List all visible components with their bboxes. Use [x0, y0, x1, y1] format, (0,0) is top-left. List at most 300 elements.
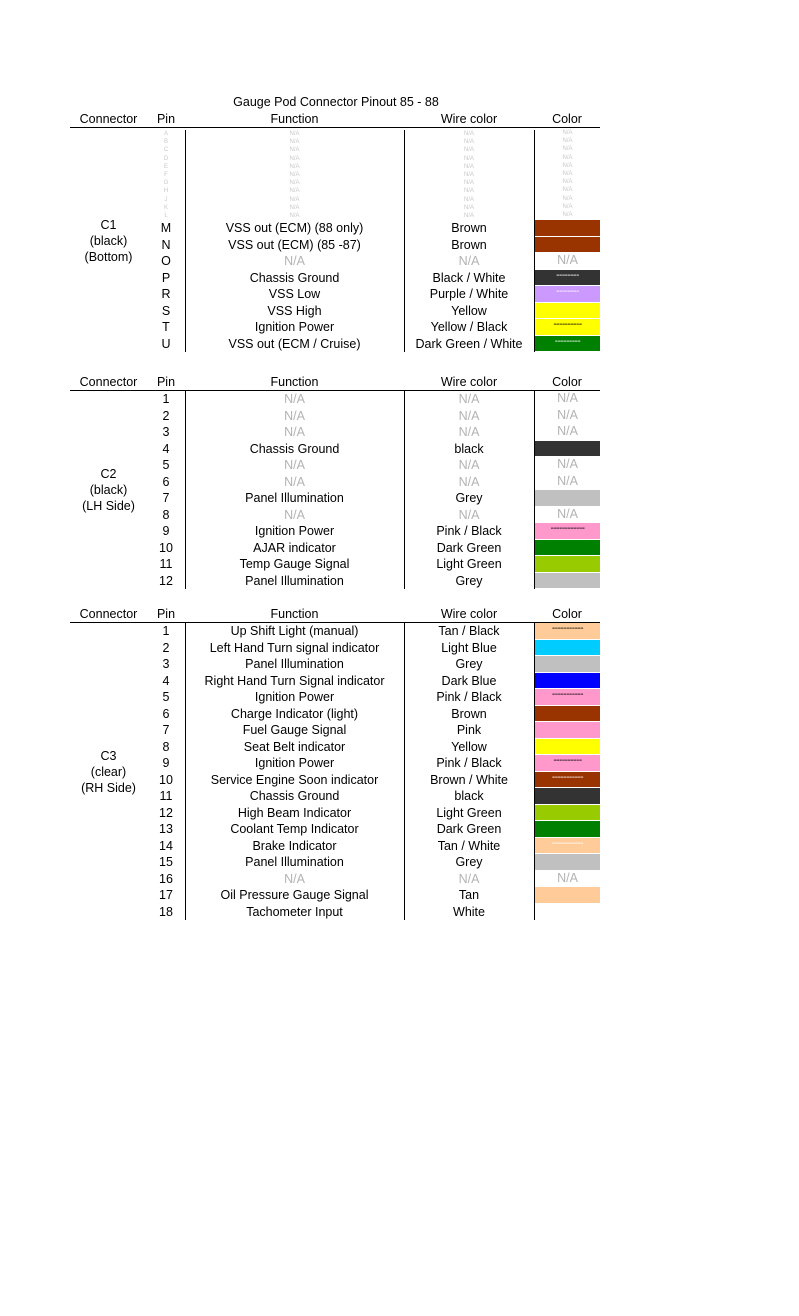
- color-swatch: [535, 130, 600, 137]
- function-cell: VSS Low: [268, 287, 321, 302]
- pin-cell: 7: [162, 723, 170, 738]
- color-swatch: [535, 540, 600, 556]
- color-swatch: [535, 424, 600, 440]
- table-header: [70, 111, 600, 128]
- table-row: [70, 179, 600, 187]
- wire-color-cell: Pink / Black: [436, 690, 502, 705]
- wire-color-cell: N/A: [463, 155, 474, 162]
- wire-color-cell: Yellow / Black: [430, 320, 508, 335]
- wire-color-cell: Light Green: [436, 805, 502, 820]
- connector-note: (black): [89, 483, 128, 497]
- function-cell: Ignition Power: [254, 320, 335, 335]
- function-cell: Ignition Power: [254, 690, 335, 705]
- table-row: [70, 237, 600, 254]
- table-row: [70, 474, 600, 491]
- pin-cell: 4: [162, 673, 170, 688]
- color-na-text: N/A: [557, 407, 578, 422]
- pin-cell: 3: [162, 657, 170, 672]
- pin-cell: 6: [162, 706, 170, 721]
- function-cell: N/A: [289, 188, 300, 195]
- color-stripe-mark: -----------: [551, 771, 584, 783]
- color-stripe-mark: --------: [556, 269, 579, 281]
- wire-color-cell: White: [453, 904, 485, 919]
- table-header: [70, 374, 600, 391]
- wire-color-cell: Brown: [451, 237, 487, 252]
- function-cell: VSS High: [267, 303, 322, 318]
- color-swatch: [535, 523, 600, 539]
- pin-cell: 14: [159, 838, 173, 853]
- pin-cell: 17: [159, 888, 173, 903]
- pin-cell: S: [161, 303, 171, 318]
- table-row: [70, 253, 600, 270]
- color-swatch: [535, 722, 600, 738]
- table-row: [70, 755, 600, 772]
- color-swatch: [535, 171, 600, 178]
- function-cell: N/A: [284, 507, 305, 522]
- column-divider: [534, 391, 535, 589]
- column-divider: [404, 623, 405, 920]
- pin-cell: 5: [162, 690, 170, 705]
- pin-cell: P: [161, 270, 171, 285]
- table-row: [70, 871, 600, 888]
- header-pin: Pin: [156, 375, 176, 389]
- color-swatch: [535, 319, 600, 335]
- color-swatch: [535, 408, 600, 424]
- wire-color-cell: Black / White: [432, 270, 506, 285]
- color-swatch: [535, 689, 600, 705]
- wire-color-cell: Grey: [455, 491, 483, 506]
- connector-note: (RH Side): [81, 780, 136, 795]
- table-row: [70, 303, 600, 320]
- color-swatch: [535, 739, 600, 755]
- color-swatch: [535, 656, 600, 672]
- pin-cell: 10: [159, 540, 173, 555]
- table-row: [70, 739, 600, 756]
- function-cell: Coolant Temp Indicator: [230, 822, 359, 837]
- color-swatch: [535, 474, 600, 490]
- function-cell: N/A: [289, 180, 300, 187]
- wire-color-cell: Grey: [455, 573, 483, 588]
- function-cell: Panel Illumination: [245, 855, 344, 870]
- wire-color-cell: N/A: [458, 474, 480, 489]
- color-na-text: N/A: [557, 473, 578, 488]
- pin-cell: 12: [159, 573, 173, 588]
- wire-color-cell: N/A: [458, 425, 480, 440]
- pin-cell: L: [164, 213, 168, 220]
- color-swatch: [535, 623, 600, 639]
- table-row: [70, 424, 600, 441]
- color-na-text: N/A: [562, 195, 573, 202]
- table-row: [70, 163, 600, 171]
- wire-color-cell: N/A: [458, 871, 480, 886]
- function-cell: Left Hand Turn signal indicator: [209, 640, 380, 655]
- wire-color-cell: N/A: [458, 392, 480, 407]
- wire-color-cell: N/A: [463, 172, 474, 179]
- table-row: [70, 689, 600, 706]
- wire-color-cell: Brown: [451, 706, 487, 721]
- color-stripe-mark: -----------: [551, 689, 584, 700]
- color-na-text: N/A: [562, 203, 573, 210]
- color-swatch: [535, 441, 600, 457]
- pin-cell: F: [164, 172, 168, 179]
- connector-label: [70, 748, 147, 796]
- function-cell: N/A: [284, 392, 305, 407]
- table-row: [70, 441, 600, 458]
- function-cell: N/A: [289, 147, 300, 154]
- function-cell: Charge Indicator (light): [230, 706, 359, 721]
- color-na-text: N/A: [562, 154, 573, 161]
- wire-color-cell: Brown / White: [430, 772, 508, 787]
- table-row: [70, 838, 600, 855]
- wire-color-cell: N/A: [458, 254, 480, 269]
- pin-cell: T: [162, 320, 170, 335]
- column-divider: [404, 391, 405, 589]
- function-cell: Tachometer Input: [246, 904, 343, 919]
- wire-color-cell: black: [454, 441, 484, 456]
- color-stripe-mark: ------------: [550, 523, 585, 534]
- color-swatch: [535, 904, 600, 920]
- color-swatch: [535, 146, 600, 153]
- color-stripe-mark: ---------: [554, 335, 581, 347]
- pin-cell: N: [161, 237, 171, 252]
- header-color: Color: [552, 607, 582, 621]
- pin-cell: 2: [162, 640, 170, 655]
- color-swatch: [535, 755, 600, 771]
- function-cell: N/A: [289, 163, 300, 170]
- pin-cell: 3: [162, 425, 170, 440]
- column-divider: [185, 623, 186, 920]
- function-cell: N/A: [289, 172, 300, 179]
- color-swatch: [535, 286, 600, 302]
- pin-cell: 11: [159, 557, 173, 572]
- document-title: Gauge Pod Connector Pinout 85 - 88: [233, 95, 439, 109]
- color-na-text: N/A: [557, 457, 578, 471]
- table-row: [70, 656, 600, 673]
- pin-cell: J: [164, 196, 168, 203]
- color-swatch: [535, 196, 600, 203]
- table-row: [70, 887, 600, 904]
- table-row: [70, 457, 600, 474]
- table-row: [70, 319, 600, 336]
- connector-id: C2: [100, 467, 117, 481]
- table-row: [70, 640, 600, 657]
- color-swatch: [535, 640, 600, 656]
- table-row: [70, 673, 600, 690]
- table-row: [70, 391, 600, 408]
- pin-cell: 18: [159, 904, 173, 919]
- color-swatch: [535, 237, 600, 253]
- wire-color-cell: Pink: [456, 723, 482, 738]
- color-na-text: N/A: [557, 506, 578, 521]
- wire-color-cell: Tan / White: [437, 838, 501, 853]
- color-swatch: [535, 303, 600, 319]
- color-stripe-mark: ----------: [553, 755, 582, 766]
- table-row: [70, 821, 600, 838]
- function-cell: VSS out (ECM) (85 -87): [228, 237, 361, 252]
- function-cell: VSS out (ECM / Cruise): [228, 336, 361, 351]
- pin-cell: 12: [159, 805, 173, 820]
- color-na-text: N/A: [562, 130, 573, 136]
- color-swatch: [535, 573, 600, 589]
- function-cell: Chassis Ground: [249, 789, 340, 804]
- connector-c2-table: [70, 374, 600, 589]
- color-swatch: [535, 871, 600, 887]
- color-stripe-mark: -----------: [551, 623, 584, 634]
- color-na-text: N/A: [562, 179, 573, 186]
- table-row: [70, 573, 600, 590]
- pin-cell: 9: [162, 756, 170, 771]
- wire-color-cell: N/A: [458, 408, 480, 423]
- color-swatch: [535, 887, 600, 903]
- wire-color-cell: N/A: [463, 196, 474, 203]
- header-function: Function: [270, 112, 319, 126]
- color-swatch: [535, 821, 600, 837]
- wire-color-cell: N/A: [458, 507, 480, 522]
- wire-color-cell: N/A: [463, 180, 474, 187]
- wire-color-cell: N/A: [458, 458, 480, 473]
- function-cell: Chassis Ground: [249, 441, 340, 456]
- wire-color-cell: N/A: [463, 147, 474, 154]
- pin-cell: 11: [159, 789, 173, 804]
- table-row: [70, 138, 600, 146]
- header-connector: Connector: [79, 607, 138, 621]
- color-swatch: [535, 788, 600, 804]
- table-row: [70, 270, 600, 287]
- color-swatch: [535, 391, 600, 407]
- color-swatch: [535, 204, 600, 211]
- pin-cell: 8: [162, 739, 170, 754]
- color-na-text: N/A: [562, 187, 573, 194]
- table-row: [70, 490, 600, 507]
- connector-id: C1: [100, 218, 117, 233]
- wire-color-cell: Yellow: [451, 303, 487, 318]
- color-na-text: N/A: [562, 146, 573, 153]
- function-cell: N/A: [284, 408, 305, 423]
- color-na-text: N/A: [557, 253, 578, 268]
- pin-cell: H: [163, 188, 169, 195]
- table-row: [70, 408, 600, 425]
- connector-c3-table: [70, 606, 600, 920]
- wire-color-cell: Yellow: [451, 739, 487, 754]
- wire-color-cell: Purple / White: [429, 287, 509, 302]
- function-cell: VSS out (ECM) (88 only): [225, 221, 364, 236]
- color-na-text: N/A: [562, 138, 573, 145]
- function-cell: Panel Illumination: [245, 573, 344, 588]
- header-wire-color: Wire color: [440, 112, 498, 126]
- wire-color-cell: N/A: [463, 131, 474, 138]
- function-cell: Oil Pressure Gauge Signal: [220, 888, 369, 903]
- color-swatch: [535, 187, 600, 194]
- pin-cell: 6: [162, 474, 170, 489]
- pin-cell: 5: [162, 458, 170, 473]
- function-cell: N/A: [289, 204, 300, 211]
- wire-color-cell: N/A: [463, 204, 474, 211]
- table-row: [70, 212, 600, 220]
- wire-color-cell: Tan / Black: [438, 624, 500, 639]
- pin-cell: C: [163, 147, 169, 154]
- table-row: [70, 204, 600, 212]
- color-swatch: [535, 805, 600, 821]
- function-cell: Ignition Power: [254, 756, 335, 771]
- table-row: [70, 805, 600, 822]
- pin-cell: 16: [159, 871, 173, 886]
- pin-cell: U: [161, 336, 171, 351]
- function-cell: Temp Gauge Signal: [239, 557, 350, 572]
- function-cell: Fuel Gauge Signal: [242, 723, 347, 738]
- color-stripe-mark: --------: [556, 286, 579, 298]
- header-pin: Pin: [156, 607, 176, 621]
- table-row: [70, 523, 600, 540]
- pin-cell: D: [163, 155, 169, 162]
- pin-cell: 15: [159, 855, 173, 870]
- table-row: [70, 187, 600, 195]
- pin-cell: 1: [162, 624, 170, 639]
- color-stripe-mark: ----------: [553, 319, 582, 331]
- function-cell: N/A: [289, 155, 300, 162]
- table-row: [70, 286, 600, 303]
- color-swatch: [535, 838, 600, 854]
- connector-c1-table: [70, 111, 600, 352]
- connector-note: (clear): [90, 764, 127, 779]
- function-cell: Up Shift Light (manual): [230, 624, 359, 639]
- color-swatch: [535, 490, 600, 506]
- connector-note: (black): [89, 234, 128, 249]
- header-wire-color: Wire color: [440, 375, 498, 389]
- function-cell: N/A: [284, 425, 305, 440]
- wire-color-cell: Pink / Black: [436, 756, 502, 771]
- wire-color-cell: Light Blue: [441, 640, 497, 655]
- color-na-text: N/A: [562, 162, 573, 169]
- pin-cell: A: [163, 131, 168, 138]
- function-cell: AJAR indicator: [253, 540, 336, 555]
- wire-color-cell: Dark Green: [436, 540, 502, 555]
- color-swatch: [535, 772, 600, 788]
- color-na-text: N/A: [557, 424, 578, 438]
- table-row: [70, 336, 600, 353]
- color-swatch: [535, 220, 600, 236]
- connector-label: [70, 466, 147, 514]
- function-cell: N/A: [284, 254, 305, 269]
- table-header: [70, 606, 600, 623]
- table-row: [70, 155, 600, 163]
- color-na-text: N/A: [557, 391, 578, 405]
- color-swatch: [535, 155, 600, 162]
- wire-color-cell: black: [454, 789, 484, 804]
- function-cell: High Beam Indicator: [237, 805, 352, 820]
- pin-cell: K: [163, 204, 168, 211]
- function-cell: N/A: [284, 474, 305, 489]
- color-na-text: N/A: [562, 171, 573, 177]
- function-cell: Brake Indicator: [252, 838, 337, 853]
- connector-note: (Bottom): [84, 250, 133, 265]
- function-cell: Seat Belt indicator: [243, 739, 346, 754]
- table-row: [70, 706, 600, 723]
- column-divider: [404, 130, 405, 352]
- pin-cell: 13: [159, 822, 173, 837]
- function-cell: Right Hand Turn Signal indicator: [204, 673, 385, 688]
- wire-color-cell: N/A: [463, 139, 474, 146]
- color-swatch: [535, 163, 600, 170]
- pin-cell: O: [161, 254, 171, 269]
- header-wire-color: Wire color: [440, 607, 498, 621]
- function-cell: N/A: [284, 871, 305, 886]
- color-stripe-mark: -----------: [551, 837, 584, 849]
- table-row: [70, 854, 600, 871]
- header-connector: Connector: [79, 375, 138, 389]
- table-row: [70, 623, 600, 640]
- column-divider: [185, 391, 186, 589]
- function-cell: Service Engine Soon indicator: [210, 772, 379, 787]
- wire-color-cell: Pink / Black: [436, 524, 502, 539]
- header-pin: Pin: [156, 112, 176, 126]
- color-swatch: [535, 138, 600, 145]
- connector-note: (LH Side): [82, 499, 135, 513]
- column-divider: [185, 130, 186, 352]
- wire-color-cell: Light Green: [436, 557, 502, 572]
- function-cell: N/A: [289, 131, 300, 138]
- wire-color-cell: Grey: [455, 855, 483, 870]
- pin-cell: R: [161, 287, 171, 302]
- wire-color-cell: Brown: [451, 221, 487, 236]
- pin-cell: 9: [162, 524, 170, 539]
- pin-cell: E: [163, 163, 168, 170]
- table-row: [70, 788, 600, 805]
- function-cell: N/A: [289, 213, 300, 220]
- function-cell: N/A: [289, 196, 300, 203]
- table-row: [70, 130, 600, 138]
- wire-color-cell: N/A: [463, 213, 474, 220]
- function-cell: Ignition Power: [254, 524, 335, 539]
- column-divider: [534, 623, 535, 920]
- table-row: [70, 146, 600, 154]
- pin-cell: B: [163, 139, 168, 146]
- header-function: Function: [270, 607, 319, 621]
- header-function: Function: [270, 375, 319, 389]
- color-swatch: [535, 253, 600, 269]
- color-swatch: [535, 212, 600, 219]
- wire-color-cell: Dark Green: [436, 822, 502, 837]
- function-cell: Panel Illumination: [245, 657, 344, 672]
- color-swatch: [535, 706, 600, 722]
- pin-cell: M: [160, 221, 172, 236]
- color-swatch: [535, 507, 600, 523]
- pin-cell: 4: [162, 441, 170, 456]
- table-row: [70, 220, 600, 237]
- pin-cell: 2: [162, 408, 170, 423]
- function-cell: Panel Illumination: [245, 491, 344, 506]
- wire-color-cell: N/A: [463, 188, 474, 195]
- color-na-text: N/A: [562, 212, 573, 218]
- color-swatch: [535, 556, 600, 572]
- pin-cell: 10: [159, 772, 173, 787]
- function-cell: N/A: [284, 458, 305, 473]
- color-swatch: [535, 179, 600, 186]
- header-color: Color: [552, 375, 582, 389]
- pin-cell: 1: [162, 392, 170, 407]
- header-color: Color: [552, 112, 582, 126]
- color-swatch: [535, 854, 600, 870]
- table-row: [70, 722, 600, 739]
- table-row: [70, 507, 600, 524]
- table-row: [70, 171, 600, 179]
- table-row: [70, 772, 600, 789]
- table-row: [70, 196, 600, 204]
- pin-cell: 7: [162, 491, 170, 506]
- function-cell: Chassis Ground: [249, 270, 340, 285]
- table-row: [70, 904, 600, 921]
- color-swatch: [535, 336, 600, 352]
- wire-color-cell: Dark Blue: [441, 673, 497, 688]
